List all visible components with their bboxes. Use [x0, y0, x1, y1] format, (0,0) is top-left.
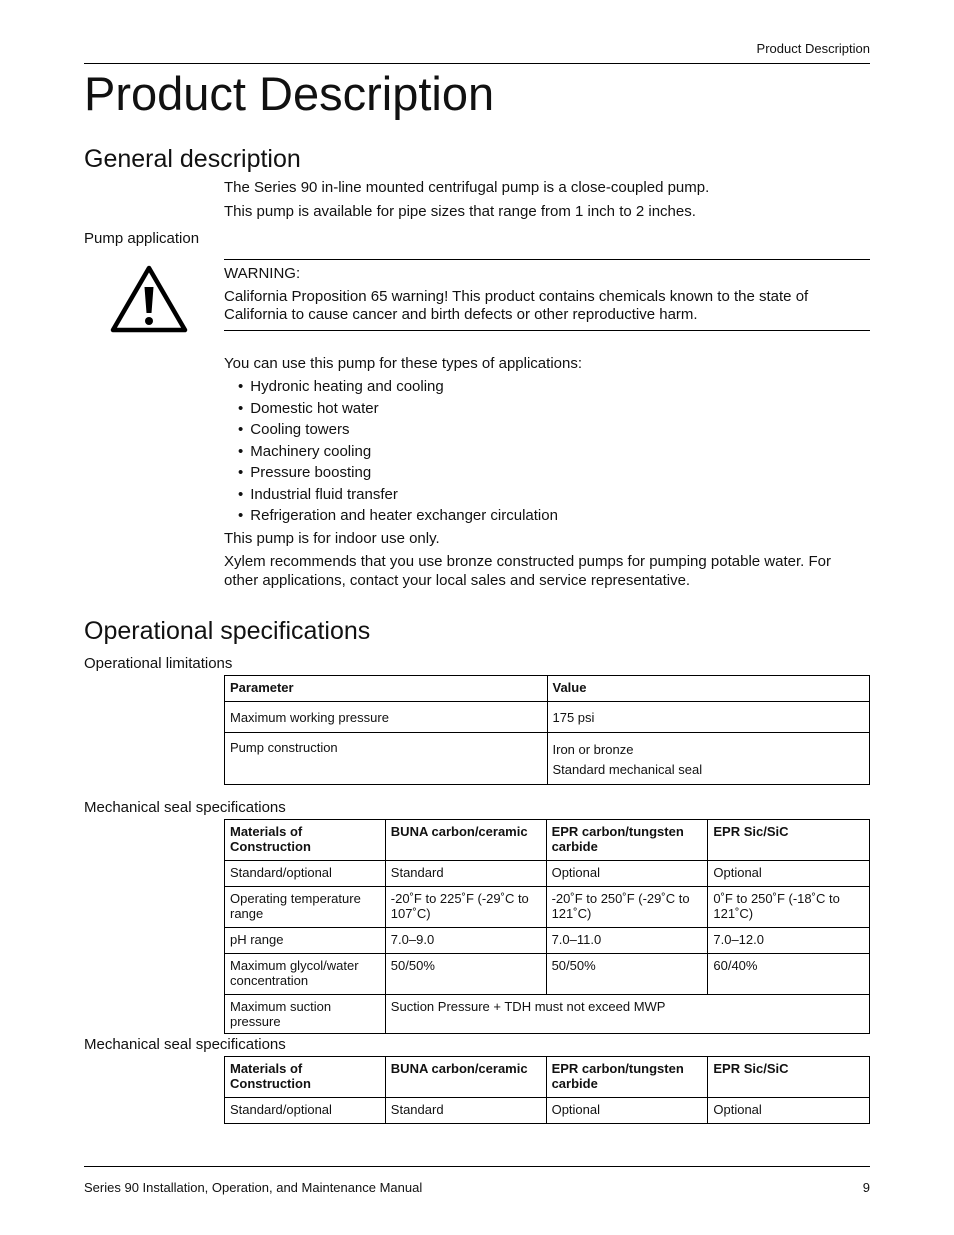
applications-list [238, 376, 558, 527]
table-row [225, 954, 870, 995]
table-row [225, 928, 870, 954]
column-header: Materials of Construction [225, 1057, 386, 1098]
table-cell: Maximum suction pressure [225, 995, 386, 1034]
mechanical-seal-heading-2: Mechanical seal specifications [84, 1036, 286, 1053]
table-row [225, 861, 870, 887]
table-cell: 175 psi [547, 702, 870, 733]
table-cell: Optional [546, 1098, 708, 1124]
cell-line: Standard mechanical seal [552, 762, 703, 777]
table-row [225, 702, 870, 733]
mechanical-seal-heading-1: Mechanical seal specifications [84, 799, 286, 816]
table-cell: Operating temperature range [225, 887, 386, 928]
table-cell: 7.0–11.0 [546, 928, 708, 954]
table-cell: 50/50% [385, 954, 546, 995]
table-row [225, 887, 870, 928]
table-cell: Standard [385, 1098, 546, 1124]
table-cell: Optional [546, 861, 708, 887]
table-cell: -20˚F to 250˚F (-29˚C to 121˚C) [546, 887, 708, 928]
column-header: BUNA carbon/ceramic [385, 820, 546, 861]
table-cell: 60/40% [708, 954, 870, 995]
list-item: • Industrial fluid transfer [238, 484, 558, 506]
list-item: • Pressure boosting [238, 462, 558, 484]
list-item: • Cooling towers [238, 419, 558, 441]
list-item: • Hydronic heating and cooling [238, 376, 558, 398]
table-cell: 50/50% [546, 954, 708, 995]
table-cell: Suction Pressure + TDH must not exceed MWP [385, 995, 869, 1034]
general-paragraph-1: The Series 90 in-line mounted centrifugal pump is a close-coupled pump. [224, 179, 710, 196]
mechanical-seal-table-1 [224, 819, 870, 1034]
mechanical-seal-table-2 [224, 1056, 870, 1124]
page-number: 9 [862, 1180, 870, 1195]
table-cell: 0˚F to 250˚F (-18˚C to 121˚C) [708, 887, 870, 928]
table-cell: 7.0–9.0 [385, 928, 546, 954]
list-item: • Domestic hot water [238, 398, 558, 420]
column-header: Parameter [225, 676, 548, 702]
table-cell: Standard [385, 861, 546, 887]
warning-box [224, 259, 870, 331]
bronze-recommendation: Xylem recommends that you use bronze constructed pumps for pumping potable water. For other applications, contact your local sales and service representative. [224, 553, 831, 589]
running-header: Product Description [756, 41, 870, 56]
warning-text: California Proposition 65 warning! This product contains chemicals known to the state of California to cause cancer and birth defects or other reproductive harm. [224, 288, 809, 323]
table-cell: Optional [708, 1098, 870, 1124]
table-row [225, 733, 870, 785]
table-cell: Maximum working pressure [225, 702, 548, 733]
table-cell: pH range [225, 928, 386, 954]
pump-application-heading: Pump application [84, 230, 200, 247]
applications-intro: You can use this pump for these types of applications: [224, 355, 583, 372]
warning-triangle-icon [110, 264, 188, 334]
column-header: Value [547, 676, 870, 702]
table-cell: Standard/optional [225, 861, 386, 887]
table-row [225, 995, 870, 1034]
cell-line: Iron or bronze [552, 742, 634, 757]
table-cell: Optional [708, 861, 870, 887]
operational-limitations-table [224, 675, 870, 785]
column-header: EPR Sic/SiC [708, 820, 870, 861]
list-item: • Refrigeration and heater exchanger circulation [238, 505, 558, 527]
column-header: BUNA carbon/ceramic [385, 1057, 546, 1098]
footer-rule [84, 1166, 870, 1167]
table-cell: -20˚F to 225˚F (-29˚C to 107˚C) [385, 887, 546, 928]
footer-manual-title: Series 90 Installation, Operation, and Maintenance Manual [84, 1180, 423, 1195]
column-header: EPR carbon/tungsten carbide [546, 820, 708, 861]
general-paragraph-2: This pump is available for pipe sizes that range from 1 inch to 2 inches. [224, 203, 696, 220]
operational-limitations-heading: Operational limitations [84, 655, 233, 672]
column-header: EPR carbon/tungsten carbide [546, 1057, 708, 1098]
column-header: Materials of Construction [225, 820, 386, 861]
table-row [225, 1098, 870, 1124]
table-cell [547, 733, 870, 785]
operational-specifications-heading: Operational specifications [84, 617, 371, 645]
header-rule [84, 63, 870, 64]
general-description-heading: General description [84, 145, 301, 173]
table-cell: Standard/optional [225, 1098, 386, 1124]
column-header: EPR Sic/SiC [708, 1057, 870, 1098]
table-cell: Pump construction [225, 733, 548, 785]
page-title: Product Description [84, 67, 495, 120]
table-cell: Maximum glycol/water concentration [225, 954, 386, 995]
indoor-use-note: This pump is for indoor use only. [224, 530, 440, 547]
warning-label: WARNING: [224, 265, 301, 282]
table-cell: 7.0–12.0 [708, 928, 870, 954]
list-item: • Machinery cooling [238, 441, 558, 463]
